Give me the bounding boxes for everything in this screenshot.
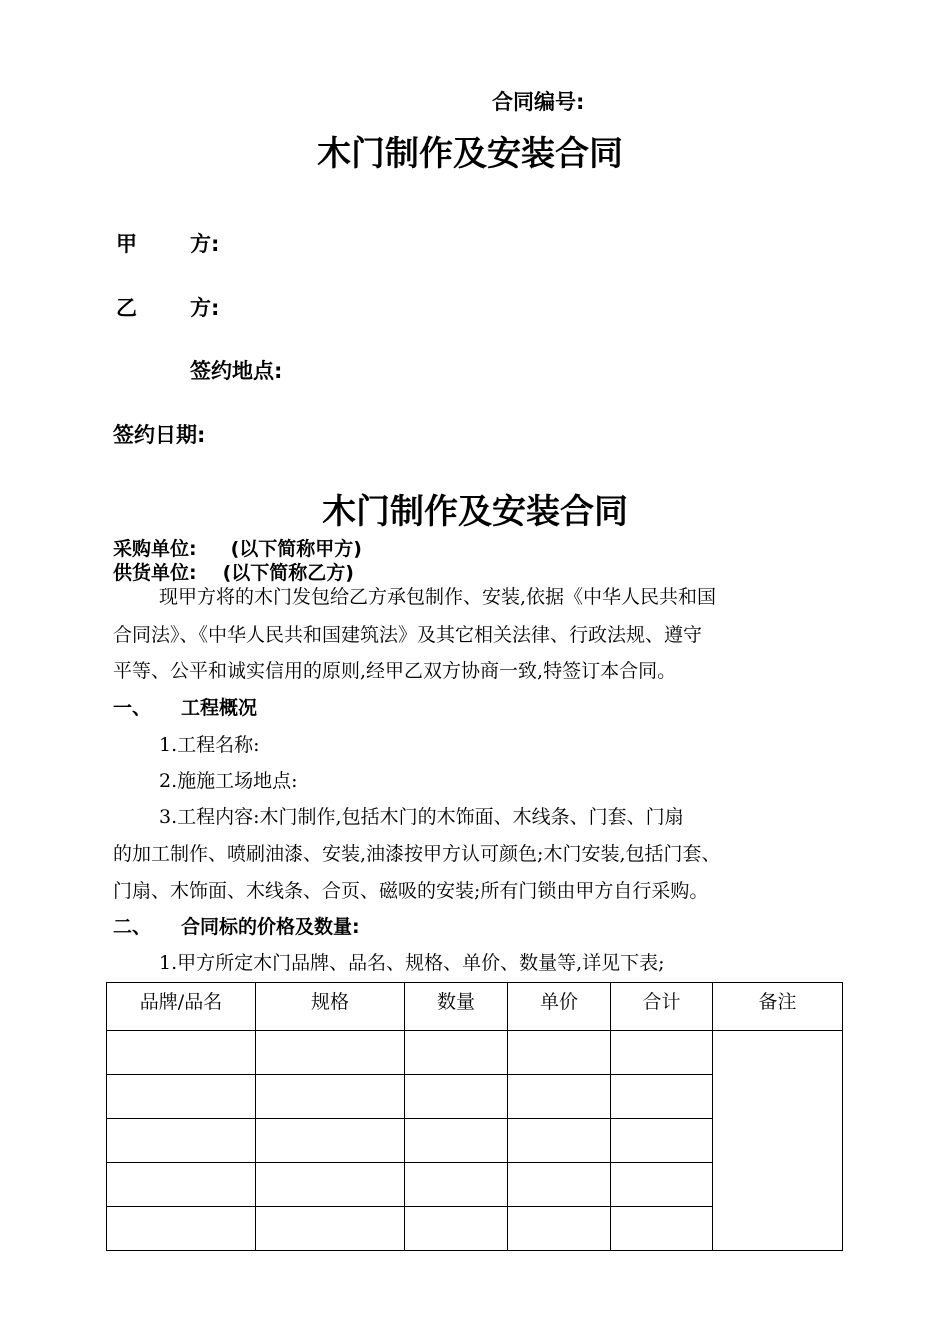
table-header-unit-price: 单价: [508, 983, 611, 1031]
section-1-item-3-line-2: 的加工制作、喷刷油漆、安装,油漆按甲方认可颜色;木门安装,包括门套、: [113, 843, 721, 865]
table-cell[interactable]: [107, 1119, 256, 1163]
table-cell[interactable]: [611, 1075, 713, 1119]
party-a-suffix: 方:: [190, 232, 220, 256]
buyer-note: (以下简称甲方): [230, 538, 362, 560]
table-cell[interactable]: [611, 1207, 713, 1251]
section-1-item-3-line-3: 门扇、木饰面、木线条、合页、磁吸的安装;所有门锁由甲方自行采购。: [113, 880, 709, 902]
table-cell[interactable]: [508, 1075, 611, 1119]
table-header-remark: 备注: [713, 983, 843, 1031]
table-cell[interactable]: [107, 1031, 256, 1075]
table-cell[interactable]: [256, 1119, 405, 1163]
supplier-label: 供货单位:: [113, 562, 197, 584]
table-header-quantity: 数量: [405, 983, 508, 1031]
section-1-item-2: 2.施施工场地点:: [159, 770, 298, 792]
intro-line-2: 合同法》、《中华人民共和国建筑法》及其它相关法律、行政法规、遵守: [113, 624, 703, 646]
party-b-suffix: 方:: [190, 296, 220, 320]
table-row: [107, 1031, 843, 1075]
table-cell[interactable]: [405, 1119, 508, 1163]
section-2-number: 二、: [113, 916, 152, 938]
table-cell[interactable]: [256, 1031, 405, 1075]
section-1-item-1: 1.工程名称:: [159, 734, 260, 756]
sign-date-label: 签约日期:: [113, 423, 206, 447]
table-cell[interactable]: [508, 1163, 611, 1207]
table-cell[interactable]: [508, 1119, 611, 1163]
table-header-brand: 品牌/品名: [107, 983, 256, 1031]
section-1-title: 工程概况: [181, 697, 258, 719]
intro-line-3: 平等、公平和诚实信用的原则,经甲乙双方协商一致,特签订本合同。: [113, 660, 677, 682]
price-table: [106, 982, 843, 1251]
table-cell[interactable]: [405, 1031, 508, 1075]
table-header-row: [107, 983, 843, 1031]
intro-line-1: 现甲方将的木门发包给乙方承包制作、安装,依据《中华人民共和国: [159, 586, 717, 608]
buyer-line: [113, 534, 362, 561]
table-cell[interactable]: [405, 1075, 508, 1119]
table-cell[interactable]: [405, 1163, 508, 1207]
table-cell[interactable]: [611, 1031, 713, 1075]
table-cell[interactable]: [611, 1119, 713, 1163]
buyer-label: 采购单位:: [113, 538, 197, 560]
party-a-label: 甲: [116, 232, 137, 256]
party-b-label: 乙: [116, 296, 137, 320]
table-cell[interactable]: [405, 1207, 508, 1251]
table-cell[interactable]: [107, 1207, 256, 1251]
table-cell[interactable]: [107, 1075, 256, 1119]
table-cell[interactable]: [508, 1031, 611, 1075]
cover-title: 木门制作及安装合同: [317, 134, 623, 174]
table-cell[interactable]: [611, 1163, 713, 1207]
section-2-title: 合同标的价格及数量:: [181, 916, 360, 938]
table-cell[interactable]: [256, 1075, 405, 1119]
supplier-line: [113, 558, 354, 585]
sign-place-label: 签约地点:: [190, 359, 283, 383]
table-cell[interactable]: [508, 1207, 611, 1251]
table-remark-cell[interactable]: [713, 1031, 843, 1251]
body-title: 木门制作及安装合同: [322, 492, 628, 532]
table-header-spec: 规格: [256, 983, 405, 1031]
contract-number-label: 合同编号:: [492, 90, 585, 114]
section-2-item-1: 1.甲方所定木门品牌、品名、规格、单价、数量等,详见下表;: [159, 952, 665, 974]
table-cell[interactable]: [107, 1163, 256, 1207]
section-1-number: 一、: [113, 697, 152, 719]
table-header-total: 合计: [611, 983, 713, 1031]
section-1-item-3-line-1: 3.工程内容:木门制作,包括木门的木饰面、木线条、门套、门扇: [159, 806, 684, 828]
table-cell[interactable]: [256, 1163, 405, 1207]
supplier-note: (以下简称乙方): [222, 562, 354, 584]
table-cell[interactable]: [256, 1207, 405, 1251]
